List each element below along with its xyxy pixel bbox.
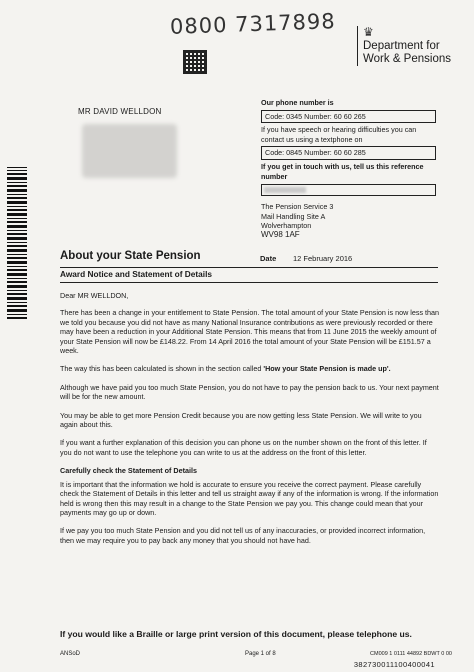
letter-date: 12 February 2016 [293,254,353,263]
redacted-address [82,124,177,178]
postal-barcode-icon [7,167,27,319]
letter-title: About your State Pension [60,250,201,262]
paragraph-calculation [60,364,440,373]
footer-form-code: ANSoD [60,651,81,657]
qr-code-icon [183,50,207,74]
letter-subtitle: Award Notice and Statement of Details [60,269,438,283]
office-address [261,202,436,240]
textphone-note: If you have speech or hearing difficulties you can contact us using a textphone on [261,125,417,144]
office-line: WV98 1AF [261,230,300,240]
office-line: Mail Handling Site A [261,211,326,221]
department-logo [357,26,453,66]
crest-icon: ♛ [363,25,374,39]
date-label: Date [260,254,277,263]
braille-notice: If you would like a Braille or large print version of this document, please telephone us. [60,629,412,639]
paragraph-repayment: If we pay you too much State Pension and you did not tell us of any inaccuracies, or provided incorrect information, then we may require you to pay back any money that you should not have had. [60,526,426,545]
handwritten-phone-number: 0800 7317898 [169,9,337,39]
paragraph-pension-credit: You may be able to get more Pension Credit because you are now getting less State Pension. We will write to you again about this. [60,410,422,430]
phone-heading: Our phone number is [261,98,334,107]
check-heading: Carefully check the Statement of Details [60,466,198,476]
reference-note: If you get in touch with us, tell us this reference number [261,161,424,181]
paragraph-change: There has been a change in your entitlement to State Pension. The total amount of your State Pension is now less than we told you because you did not have as many National Insurance contributions as were previously recorded or there may have been a reduction in your Additional State Pension. This means that from 11 June 2015 the weekly amount of your State Pension will now be £148.22. From 14 April 2016 the total amount of your State Pension will be £151.57 a week. [60,308,440,356]
redacted-reference [264,187,306,193]
footer [60,651,452,671]
department-name: Department for Work & Pensions [363,40,451,65]
paragraph-explanation: If you want a further explanation of this decision you can phone us on the number shown on the front of this letter. If you do not want to use the telephone you can write to us at the address on the front of this letter. [60,438,427,457]
addressee-name: MR DAVID WELLDON [78,107,162,116]
footer-document-code: CM009 1 0111 44892 BDWT 0 00 [370,651,452,657]
letter-body [60,291,440,554]
phone-number-box: Code: 0345 Number: 60 60 265 [261,110,436,124]
title-row [60,250,438,268]
salutation: Dear MR WELLDON, [60,291,129,300]
section-reference: 'How your State Pension is made up'. [263,364,391,374]
office-line: The Pension Service 3 [261,202,334,212]
office-line: Wolverhampton [261,220,312,230]
contact-panel [261,98,436,240]
textphone-number-box: Code: 0845 Number: 60 60 285 [261,146,436,160]
reference-number-box [261,184,436,196]
page-number: Page 1 of 8 [245,651,276,657]
paragraph-overpayment: Although we have paid you too much State Pension, you do not have to pay the pension back to us. Your next payment will be for the new amount. [60,382,439,402]
footer-barcode-number: 382730011100400041 [353,660,435,669]
calculation-text: The way this has been calculated is shown in the section called [60,364,262,374]
paragraph-accuracy: It is important that the information we hold is accurate to ensure you receive the correct payment. Please carefully check the Statement of Details in this letter and tell us straight away if any of the information is wrong. If the information held is wrong then this may result in a change to the State Pension we pay you. This change could mean that your payments may go up or down. [60,479,439,517]
